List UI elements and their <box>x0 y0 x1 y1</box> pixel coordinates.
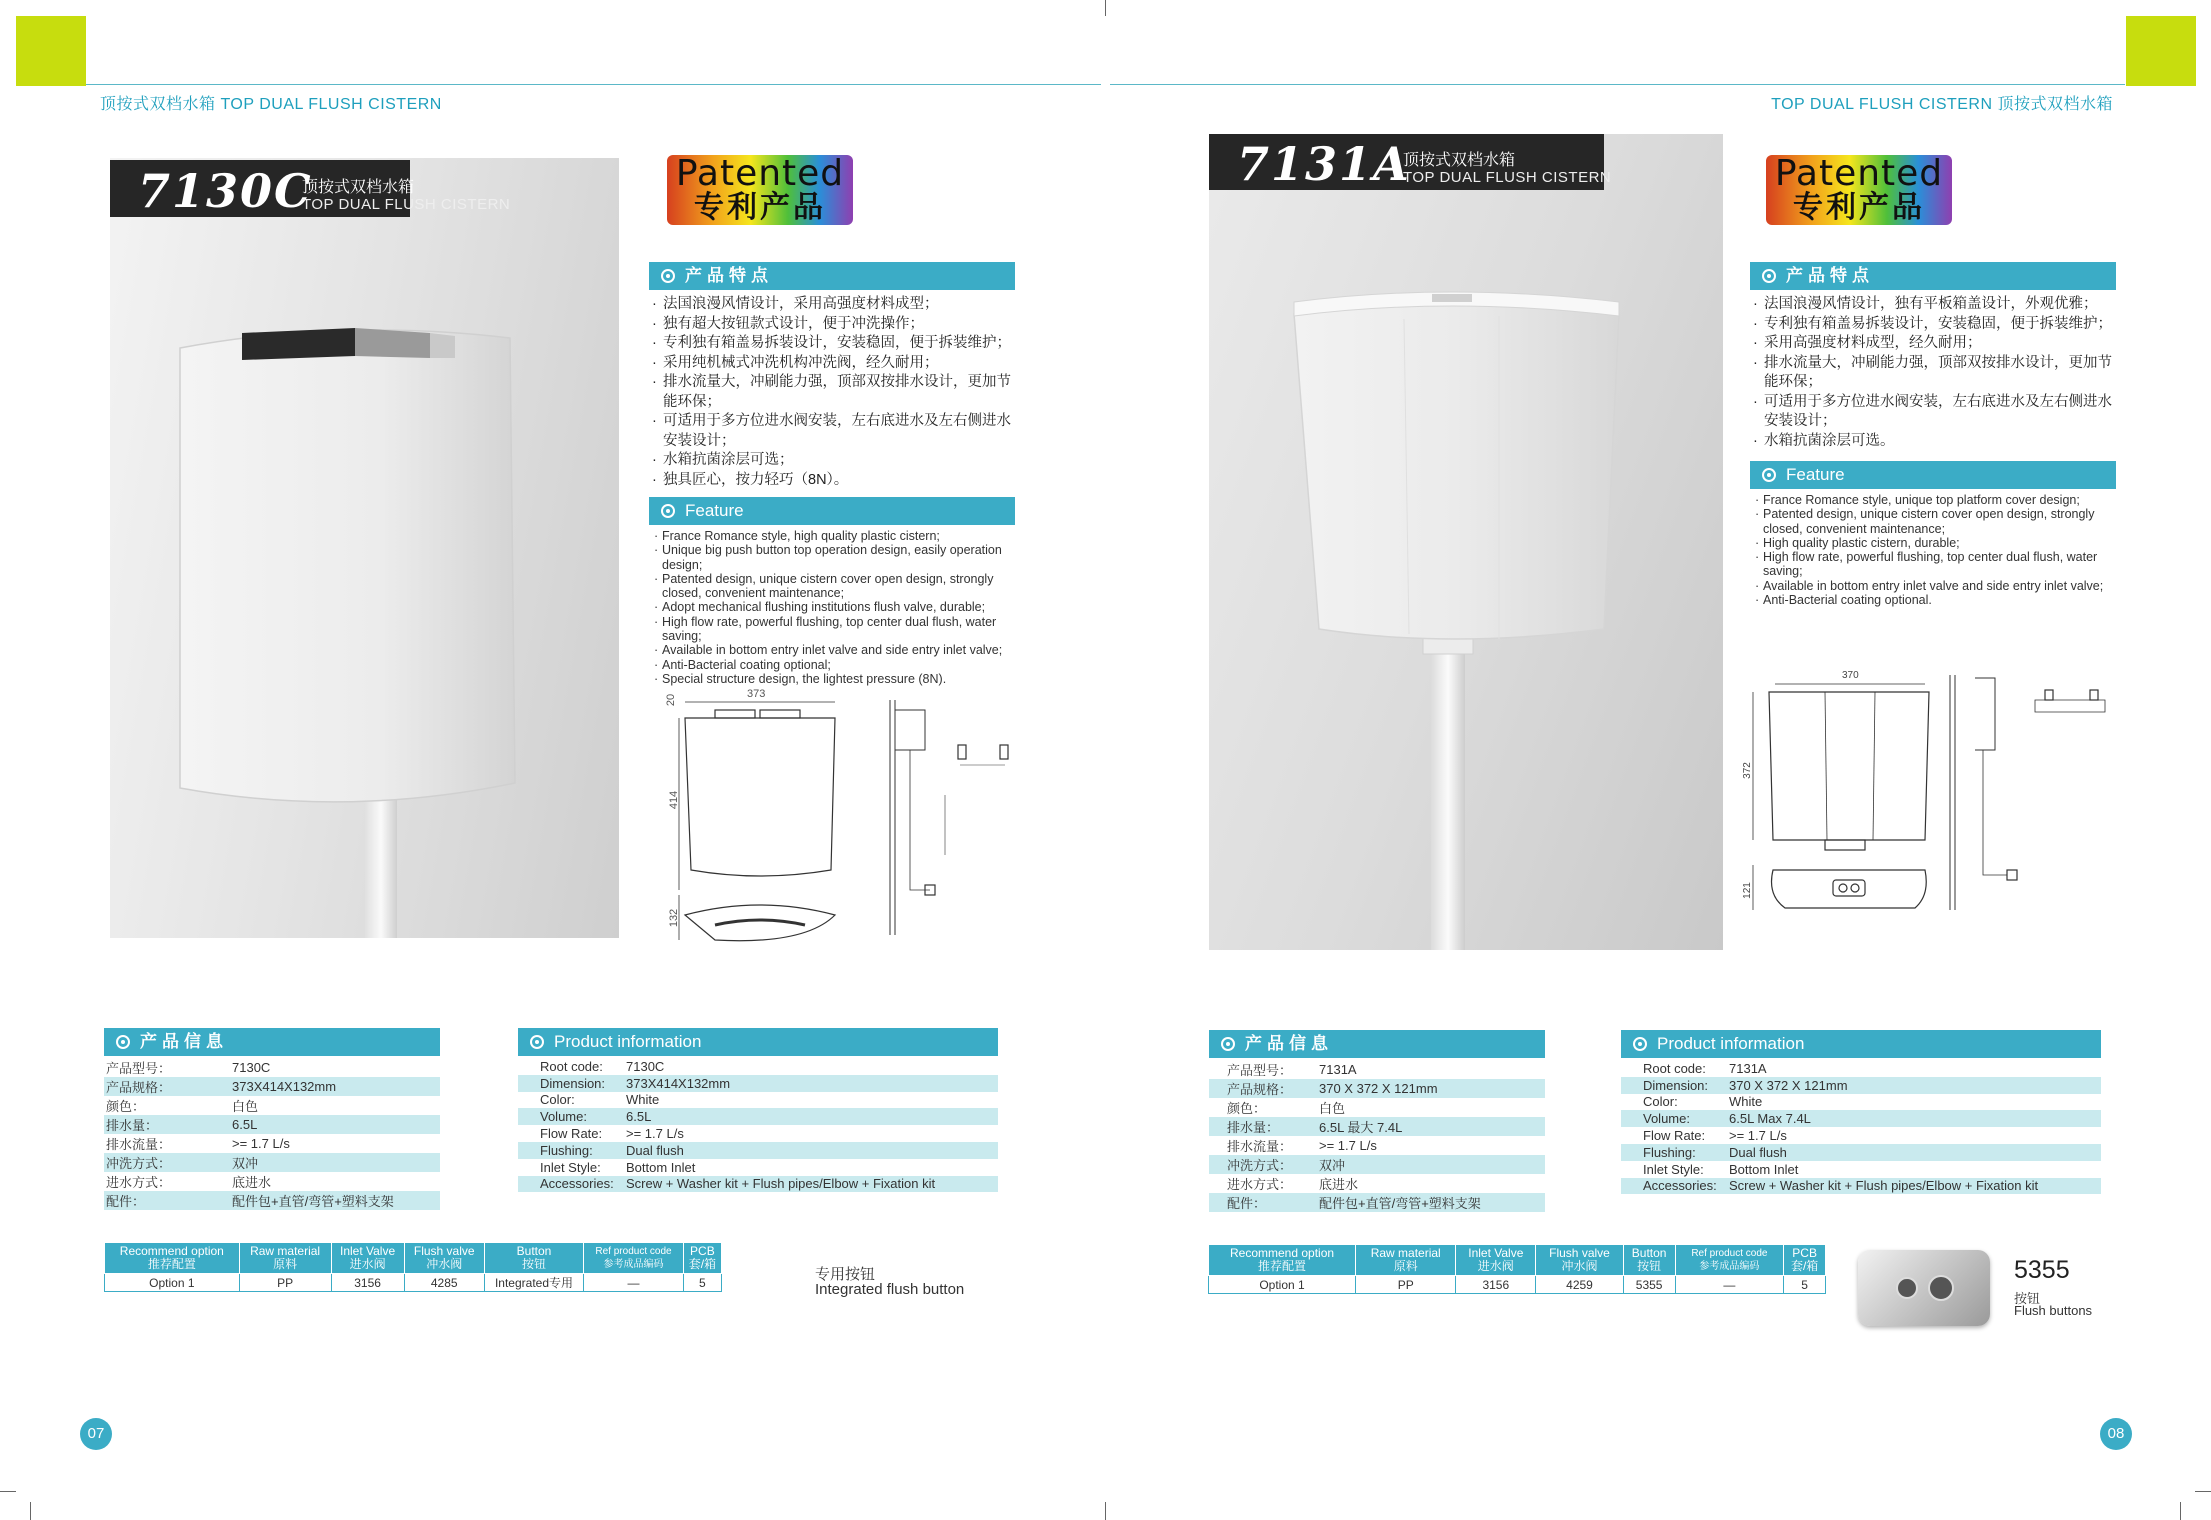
info-key: Color: <box>540 1092 575 1108</box>
table-row <box>1209 1276 1826 1294</box>
info-key: Flushing: <box>1621 1144 1727 1161</box>
list-item: · Unique big push button top operation design, easily operation design; <box>651 543 1029 572</box>
info-key: 排水量： <box>1209 1117 1317 1136</box>
features-cn-list <box>1750 295 2122 451</box>
info-key: Dimension: <box>1621 1077 1727 1094</box>
page-number-right: 08 <box>2100 1418 2132 1450</box>
features-en-header: Feature <box>649 497 1015 525</box>
info-key: 产品型号： <box>1227 1063 1293 1078</box>
info-key: 冲洗方式： <box>104 1153 230 1172</box>
table-header-row <box>105 1243 722 1274</box>
table-cell: 4285 <box>404 1274 484 1292</box>
dim-height: 414 <box>668 790 681 810</box>
crop-mark <box>2195 1491 2211 1492</box>
info-value: >= 1.7 L/s <box>1729 1128 1787 1144</box>
list-item: · High flow rate, powerful flushing, top center dual flush, water saving; <box>651 615 1029 644</box>
table-cell: PP <box>1356 1276 1456 1294</box>
section-bullet-icon <box>1762 269 1776 283</box>
dim-depth: 132 <box>668 908 681 928</box>
info-key: Root code: <box>540 1058 603 1074</box>
patented-badge <box>667 155 853 225</box>
info-key: 产品规格： <box>1209 1079 1317 1098</box>
button-code: 5355 <box>2014 1256 2070 1284</box>
table-cell: — <box>1675 1276 1784 1294</box>
table-cell: PP <box>239 1274 331 1292</box>
info-cn-header: 产品信息 <box>104 1028 440 1056</box>
model-name-en: TOP DUAL FLUSH CISTERN <box>302 196 511 213</box>
info-value: >= 1.7 L/s <box>232 1136 290 1151</box>
patented-en: Patented <box>675 155 845 194</box>
list-item: · Anti-Bacterial coating optional; <box>651 658 1029 672</box>
info-value: >= 1.7 L/s <box>626 1126 684 1142</box>
info-value: 7130C <box>232 1060 271 1075</box>
list-item: · France Romance style, unique top platform cover design; <box>1752 493 2124 507</box>
info-key: 产品型号： <box>106 1061 172 1076</box>
info-cn-table <box>104 1058 440 1210</box>
section-bullet-icon <box>1633 1037 1647 1051</box>
table-row <box>104 1096 440 1115</box>
info-key: Color: <box>1643 1094 1678 1110</box>
table-row <box>105 1274 722 1292</box>
info-key: Dimension: <box>518 1075 624 1092</box>
product-photo-7130c <box>110 158 619 938</box>
corner-square-left <box>16 16 86 86</box>
info-key: Flushing: <box>518 1142 624 1159</box>
crop-mark <box>2180 1502 2181 1520</box>
info-en-header: Product information <box>518 1028 998 1056</box>
info-key: 排水流量： <box>106 1137 172 1152</box>
info-value: Bottom Inlet <box>626 1159 696 1175</box>
table-row <box>1209 1117 1545 1136</box>
table-row <box>104 1115 440 1134</box>
table-row <box>104 1058 440 1077</box>
corner-square-right <box>2126 16 2196 86</box>
info-key: 进水方式： <box>1227 1177 1293 1192</box>
col-header: Button 按钮 <box>1623 1245 1675 1276</box>
table-cell: 3156 <box>331 1274 404 1292</box>
model-number: 7130C <box>138 164 313 218</box>
patented-cn: 专利产品 <box>694 191 826 224</box>
header-left: 顶按式双档水箱 TOP DUAL FLUSH CISTERN <box>100 96 442 113</box>
table-row <box>1621 1127 2101 1144</box>
table-row <box>104 1172 440 1191</box>
info-value: 双冲 <box>1317 1155 1545 1174</box>
list-item: · 专利独有箱盖易拆装设计，安装稳固，便于拆装维护； <box>1750 315 2122 335</box>
button-label-cn: 按钮 <box>2014 1291 2041 1306</box>
info-value: Screw + Washer kit + Flush pipes/Elbow + Fixation kit <box>624 1176 998 1193</box>
info-key: 配件： <box>1209 1193 1317 1212</box>
table-row <box>1209 1136 1545 1155</box>
list-item: · Available in bottom entry inlet valve and side entry inlet valve; <box>651 643 1029 657</box>
table-row <box>1209 1193 1545 1212</box>
table-cell: — <box>584 1274 684 1292</box>
info-key: Flow Rate: <box>1643 1128 1706 1144</box>
section-bullet-icon <box>661 269 675 283</box>
features-cn-header: 产品特点 <box>1750 262 2116 290</box>
table-row <box>518 1142 998 1159</box>
info-value: 373X414X132mm <box>624 1075 998 1092</box>
col-header: PCB 套/箱 <box>683 1243 721 1274</box>
info-value: 7131A <box>1729 1060 1767 1076</box>
col-header: Flush valve 冲水阀 <box>404 1243 484 1274</box>
table-row <box>1209 1174 1545 1193</box>
info-value: 白色 <box>1319 1101 1346 1116</box>
patented-cn: 专利产品 <box>1793 191 1925 224</box>
list-item: · Adopt mechanical flushing institutions flush valve, durable; <box>651 600 1029 614</box>
features-cn-header: 产品特点 <box>649 262 1015 290</box>
col-header: Recommend option 推荐配置 <box>1209 1245 1356 1276</box>
info-value: >= 1.7 L/s <box>1319 1138 1377 1153</box>
table-row <box>1209 1098 1545 1117</box>
col-header: Ref product code 参考成品编码 <box>584 1243 684 1274</box>
info-key: Accessories: <box>1621 1178 1727 1195</box>
features-cn-list <box>649 295 1019 490</box>
header-right: TOP DUAL FLUSH CISTERN 顶按式双档水箱 <box>1771 96 2113 113</box>
info-key: Volume: <box>518 1108 624 1125</box>
button-note-en: Integrated flush button <box>815 1281 965 1298</box>
col-header: PCB 套/箱 <box>1784 1245 1826 1276</box>
info-value: 6.5L <box>624 1108 998 1125</box>
table-row <box>1621 1060 2101 1077</box>
info-value: 底进水 <box>232 1175 272 1190</box>
list-item: · 采用高强度材料成型，经久耐用； <box>1750 334 2122 354</box>
table-row <box>1621 1178 2101 1195</box>
table-row <box>518 1159 998 1176</box>
info-key: 排水量： <box>104 1115 230 1134</box>
flush-button-left-icon <box>1896 1277 1918 1299</box>
patented-badge <box>1766 155 1952 225</box>
section-bullet-icon <box>116 1035 130 1049</box>
table-row <box>1209 1079 1545 1098</box>
info-en-table <box>1621 1060 2101 1194</box>
section-bullet-icon <box>1762 468 1776 482</box>
table-cell: 5 <box>1784 1276 1826 1294</box>
model-name-cn: 顶按式双档水箱 <box>1403 152 1516 169</box>
info-value: Bottom Inlet <box>1729 1161 1799 1177</box>
info-key: Inlet Style: <box>1643 1161 1704 1177</box>
col-header: Ref product code 参考成品编码 <box>1675 1245 1784 1276</box>
table-row <box>1621 1094 2101 1111</box>
table-row <box>104 1191 440 1210</box>
config-table-7130c <box>104 1242 722 1292</box>
table-row <box>1209 1060 1545 1079</box>
model-name-en: TOP DUAL FLUSH CISTERN <box>1403 169 1612 186</box>
info-key: 冲洗方式： <box>1209 1155 1317 1174</box>
table-cell: 5355 <box>1623 1276 1675 1294</box>
list-item: · 排水流量大，冲刷能力强，顶部双按排水设计，更加节能环保； <box>1750 354 2122 393</box>
dim-top: 20 <box>665 693 678 707</box>
info-value: 373X414X132mm <box>230 1077 440 1096</box>
technical-drawing-7130c <box>655 690 1015 960</box>
info-key: 排水流量： <box>1227 1139 1293 1154</box>
model-number: 7131A <box>1237 137 1411 191</box>
list-item: · 采用纯机械式冲洗机构冲洗阀，经久耐用； <box>649 354 1019 374</box>
info-key: Inlet Style: <box>540 1159 601 1175</box>
button-note-cn: 专用按钮 <box>815 1266 876 1283</box>
col-header: Flush valve 冲水阀 <box>1536 1245 1624 1276</box>
table-cell: 5 <box>683 1274 721 1292</box>
dim-height: 372 <box>1741 762 1753 779</box>
table-row <box>518 1075 998 1092</box>
page-number-left: 07 <box>80 1418 112 1450</box>
patented-en: Patented <box>1774 155 1944 194</box>
info-value: 370 X 372 X 121mm <box>1317 1079 1545 1098</box>
info-value: White <box>626 1092 660 1108</box>
table-row <box>104 1134 440 1153</box>
info-value: 白色 <box>232 1099 259 1114</box>
flush-button-right-icon <box>1928 1275 1954 1301</box>
dim-depth: 121 <box>1741 882 1753 899</box>
table-row <box>518 1176 998 1193</box>
table-row <box>104 1077 440 1096</box>
list-item: · 水箱抗菌涂层可选； <box>649 451 1019 471</box>
table-row <box>1621 1077 2101 1094</box>
model-name-cn: 顶按式双档水箱 <box>302 179 415 196</box>
col-header: Raw material 原料 <box>1356 1245 1456 1276</box>
header-rule-right <box>1110 84 2125 85</box>
info-key: 产品规格： <box>104 1077 230 1096</box>
info-value: 6.5L Max 7.4L <box>1727 1110 2101 1127</box>
features-en-header: Feature <box>1750 461 2116 489</box>
header-rule-left <box>86 84 1101 85</box>
button-label-en: Flush buttons <box>2014 1303 2093 1318</box>
info-key: Flow Rate: <box>540 1126 603 1142</box>
list-item: · Patented design, unique cistern cover open design, strongly closed, convenient maintenance; <box>651 572 1029 601</box>
info-key: 颜色： <box>106 1099 146 1114</box>
info-value: 双冲 <box>230 1153 440 1172</box>
col-header: Recommend option 推荐配置 <box>105 1243 240 1274</box>
list-item: · 专利独有箱盖易拆装设计，安装稳固，便于拆装维护； <box>649 334 1019 354</box>
table-cell: 3156 <box>1456 1276 1536 1294</box>
list-item: · Anti-Bacterial coating optional. <box>1752 593 2124 607</box>
table-row <box>1621 1161 2101 1178</box>
list-item: · Special structure design, the lightest pressure (8N). <box>651 672 1029 686</box>
info-value: 底进水 <box>1319 1177 1359 1192</box>
list-item: · 排水流量大，冲刷能力强，顶部双按排水设计，更加节能环保； <box>649 373 1019 412</box>
list-item: · 水箱抗菌涂层可选。 <box>1750 432 2122 452</box>
col-header: Inlet Valve 进水阀 <box>1456 1245 1536 1276</box>
flush-button-image <box>1858 1250 1990 1326</box>
section-bullet-icon <box>530 1035 544 1049</box>
table-row <box>518 1125 998 1142</box>
table-row <box>518 1058 998 1075</box>
info-key: Volume: <box>1621 1110 1727 1127</box>
info-value: 7131A <box>1319 1062 1357 1077</box>
config-table-7131a <box>1208 1244 1826 1294</box>
col-header: Button 按钮 <box>484 1243 583 1274</box>
list-item: · Available in bottom entry inlet valve and side entry inlet valve; <box>1752 579 2124 593</box>
list-item: · 独有超大按钮款式设计，便于冲洗操作； <box>649 315 1019 335</box>
info-key: 进水方式： <box>106 1175 172 1190</box>
info-value: Dual flush <box>624 1142 998 1159</box>
table-row <box>1209 1155 1545 1174</box>
list-item: · Patented design, unique cistern cover open design, strongly closed, convenient maintenance; <box>1752 507 2124 536</box>
list-item: · High quality plastic cistern, durable; <box>1752 536 2124 550</box>
info-cn-header: 产品信息 <box>1209 1030 1545 1058</box>
list-item: · 可适用于多方位进水阀安装，左右底进水及左右侧进水安装设计； <box>1750 393 2122 432</box>
features-en-list <box>651 529 1029 686</box>
product-photo-7131a <box>1209 134 1723 950</box>
list-item: · 法国浪漫风情设计，采用高强度材料成型； <box>649 295 1019 315</box>
list-item: · 可适用于多方位进水阀安装，左右底进水及左右侧进水安装设计； <box>649 412 1019 451</box>
list-item: · 法国浪漫风情设计，独有平板箱盖设计，外观优雅； <box>1750 295 2122 315</box>
section-bullet-icon <box>661 504 675 518</box>
table-row <box>518 1108 998 1125</box>
info-value: 配件包+直管/弯管+塑料支架 <box>1317 1193 1545 1212</box>
table-row <box>1621 1110 2101 1127</box>
info-value: 6.5L <box>230 1115 440 1134</box>
list-item: · France Romance style, high quality plastic cistern; <box>651 529 1029 543</box>
info-value: Dual flush <box>1727 1144 2101 1161</box>
dim-width: 370 <box>1842 670 1859 681</box>
list-item: · High flow rate, powerful flushing, top center dual flush, water saving; <box>1752 550 2124 579</box>
list-item: · 独具匠心，按力轻巧（8N）。 <box>649 471 1019 491</box>
table-row <box>1621 1144 2101 1161</box>
section-bullet-icon <box>1221 1037 1235 1051</box>
table-header-row <box>1209 1245 1826 1276</box>
info-value: 7130C <box>626 1058 665 1074</box>
info-value: White <box>1729 1094 1763 1110</box>
info-value: Screw + Washer kit + Flush pipes/Elbow + Fixation kit <box>1727 1178 2101 1195</box>
table-row <box>104 1153 440 1172</box>
info-key: Root code: <box>1643 1060 1706 1076</box>
crop-mark <box>0 1491 16 1492</box>
info-en-table <box>518 1058 998 1192</box>
table-row <box>518 1092 998 1109</box>
crop-mark <box>1105 0 1106 16</box>
info-en-header: Product information <box>1621 1030 2101 1058</box>
crop-mark <box>30 1502 31 1520</box>
info-key: 配件： <box>104 1191 230 1210</box>
dim-width: 373 <box>747 688 766 700</box>
table-cell: Integrated专用 <box>484 1274 583 1292</box>
table-cell: Option 1 <box>1209 1276 1356 1294</box>
crop-mark <box>1105 1502 1106 1520</box>
info-value: 370 X 372 X 121mm <box>1727 1077 2101 1094</box>
info-value: 配件包+直管/弯管+塑料支架 <box>230 1191 440 1210</box>
info-cn-table <box>1209 1060 1545 1212</box>
info-key: 颜色： <box>1227 1101 1267 1116</box>
col-header: Inlet Valve 进水阀 <box>331 1243 404 1274</box>
features-en-list <box>1752 493 2124 607</box>
col-header: Raw material 原料 <box>239 1243 331 1274</box>
info-key: Accessories: <box>518 1176 624 1193</box>
table-cell: Option 1 <box>105 1274 240 1292</box>
technical-drawing-7131a <box>1741 670 2125 920</box>
table-cell: 4259 <box>1536 1276 1624 1294</box>
info-value: 6.5L 最大 7.4L <box>1317 1117 1545 1136</box>
